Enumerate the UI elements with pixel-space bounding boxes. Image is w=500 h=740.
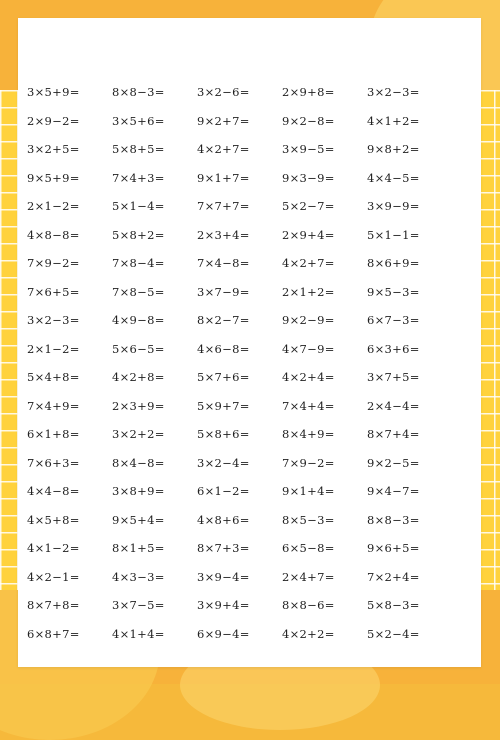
math-problem: 7×4+4=: [282, 398, 335, 413]
math-problem: 5×2−7=: [282, 199, 335, 213]
math-problem: 8×7+8=: [27, 598, 80, 612]
math-problem: 5×2−4=: [367, 626, 420, 641]
math-problem: 9×5−3=: [367, 284, 420, 299]
math-problem: 2×1−2=: [27, 199, 80, 213]
math-problem: 4×4−5=: [367, 170, 420, 185]
math-problem: 9×8+2=: [367, 142, 420, 156]
math-problem: 7×4−8=: [197, 256, 250, 270]
math-problem: 7×8−5=: [112, 284, 165, 299]
math-problem: 5×7+6=: [197, 370, 250, 384]
math-problem: 7×7+7=: [197, 199, 250, 213]
math-problem: 3×9+4=: [197, 598, 250, 612]
math-problem: 3×7+5=: [367, 370, 420, 384]
math-problem: 7×9−2=: [282, 455, 335, 470]
math-problem: 5×8−3=: [367, 598, 420, 612]
math-problem: 7×4+9=: [27, 398, 80, 413]
math-problem: 6×9−4=: [197, 626, 250, 641]
math-problem: 9×1+4=: [282, 484, 335, 498]
math-problem: 4×7−9=: [282, 341, 335, 356]
math-problem: 3×2+2=: [112, 427, 165, 441]
math-problem: 6×7−3=: [367, 313, 420, 327]
math-problem: 7×6+3=: [27, 455, 80, 470]
math-problem: 6×1+8=: [27, 427, 80, 441]
math-problem: 4×2+2=: [282, 626, 335, 641]
math-problem: 8×6+9=: [367, 256, 420, 270]
math-problem: 8×8−3=: [112, 85, 165, 99]
math-problem: 9×5+4=: [112, 512, 165, 527]
math-problem: 5×8+2=: [112, 227, 165, 242]
math-problem: 2×9−2=: [27, 113, 80, 128]
math-problem: 4×6−8=: [197, 341, 250, 356]
math-problem: 4×2−1=: [27, 569, 80, 584]
math-problem: 5×4+8=: [27, 370, 80, 384]
math-problem: 4×8+6=: [197, 512, 250, 527]
math-problem: 9×2−5=: [367, 455, 420, 470]
math-problem: 2×9+4=: [282, 227, 335, 242]
math-problem: 7×2+4=: [367, 569, 420, 584]
math-problem: 9×2−9=: [282, 313, 335, 327]
math-problem: 3×9−4=: [197, 569, 250, 584]
math-problem: 4×2+7=: [282, 256, 335, 270]
math-problem: 2×1−2=: [27, 341, 80, 356]
problem-grid: [27, 85, 452, 655]
math-problem: 6×5−8=: [282, 541, 335, 555]
math-problem: 4×2+8=: [112, 370, 165, 384]
math-problem: 2×3+9=: [112, 398, 165, 413]
math-problem: 5×6−5=: [112, 341, 165, 356]
math-problem: 8×8−6=: [282, 598, 335, 612]
math-problem: 9×6+5=: [367, 541, 420, 555]
math-problem: 7×4+3=: [112, 170, 165, 185]
math-problem: 9×1+7=: [197, 170, 250, 185]
math-problem: 2×9+8=: [282, 85, 335, 99]
math-problem: 4×5+8=: [27, 512, 80, 527]
math-problem: 7×9−2=: [27, 256, 80, 270]
math-problem: 2×4−4=: [367, 398, 420, 413]
math-problem: 2×3+4=: [197, 227, 250, 242]
math-problem: 9×4−7=: [367, 484, 420, 498]
math-problem: 3×2+5=: [27, 142, 80, 156]
math-problem: 6×3+6=: [367, 341, 420, 356]
math-problem: 6×8+7=: [27, 626, 80, 641]
math-problem: 4×1+4=: [112, 626, 165, 641]
math-problem: 3×7−9=: [197, 284, 250, 299]
math-problem: 9×2+7=: [197, 113, 250, 128]
math-problem: 4×2+7=: [197, 142, 250, 156]
math-problem: 8×5−3=: [282, 512, 335, 527]
math-problem: 2×4+7=: [282, 569, 335, 584]
math-problem: 7×8−4=: [112, 256, 165, 270]
math-problem: 9×3−9=: [282, 170, 335, 185]
math-problem: 9×2−8=: [282, 113, 335, 128]
math-problem: 3×5+6=: [112, 113, 165, 128]
math-problem: 3×2−4=: [197, 455, 250, 470]
math-problem: 4×2+4=: [282, 370, 335, 384]
math-problem: 5×8+5=: [112, 142, 165, 156]
math-problem: 7×6+5=: [27, 284, 80, 299]
math-problem: 8×4+9=: [282, 427, 335, 441]
math-problem: 8×1+5=: [112, 541, 165, 555]
math-problem: 8×7+3=: [197, 541, 250, 555]
math-problem: 4×9−8=: [112, 313, 165, 327]
math-problem: 5×9+7=: [197, 398, 250, 413]
math-problem: 8×7+4=: [367, 427, 420, 441]
math-problem: 4×1+2=: [367, 113, 420, 128]
math-problem: 4×4−8=: [27, 484, 80, 498]
math-problem: 3×7−5=: [112, 598, 165, 612]
math-problem: 3×5+9=: [27, 85, 80, 99]
math-problem: 6×1−2=: [197, 484, 250, 498]
math-problem: 4×8−8=: [27, 227, 80, 242]
math-problem: 3×2−6=: [197, 85, 250, 99]
math-problem: 5×1−4=: [112, 199, 165, 213]
math-problem: 4×1−2=: [27, 541, 80, 555]
math-problem: 3×9−9=: [367, 199, 420, 213]
math-problem: 8×8−3=: [367, 512, 420, 527]
math-problem: 3×2−3=: [27, 313, 80, 327]
math-problem: 2×1+2=: [282, 284, 335, 299]
math-problem: 8×2−7=: [197, 313, 250, 327]
math-problem: 3×9−5=: [282, 142, 335, 156]
math-problem: 4×3−3=: [112, 569, 165, 584]
math-problem: 9×5+9=: [27, 170, 80, 185]
math-problem: 5×8+6=: [197, 427, 250, 441]
math-problem: 5×1−1=: [367, 227, 420, 242]
math-problem: 8×4−8=: [112, 455, 165, 470]
math-problem: 3×8+9=: [112, 484, 165, 498]
math-problem: 3×2−3=: [367, 85, 420, 99]
